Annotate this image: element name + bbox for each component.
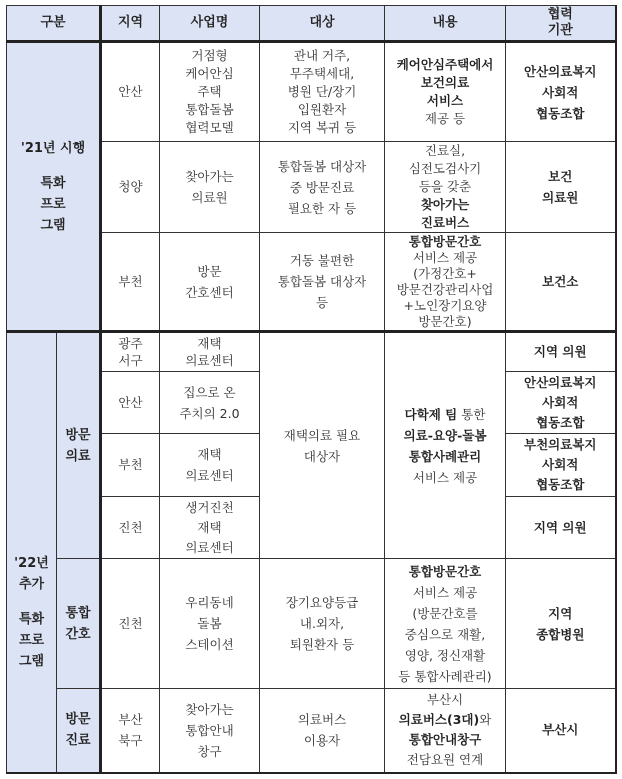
program-table xyxy=(6,5,617,774)
partner-cell: 보건소 xyxy=(506,233,616,332)
header-row xyxy=(7,6,616,42)
project-cell: 거점형 케어안심 주택 통합돌봄 협력모델 xyxy=(160,42,260,142)
project-cell: 방문 간호센터 xyxy=(160,233,260,332)
category-2021: '21년 시행 특화 프로 그램 xyxy=(7,42,101,332)
region-cell: 진천 xyxy=(101,497,160,559)
project-cell: 재택 의료센터 xyxy=(160,332,260,372)
region-cell: 부천 xyxy=(101,233,160,332)
target-cell: 장기요양등급 내.외자, 퇴원환자 등 xyxy=(260,559,385,689)
project-cell: 생거진천 재택 의료센터 xyxy=(160,497,260,559)
target-cell: 관내 거주, 무주택세대, 병원 단/장기 입원환자 지역 복귀 등 xyxy=(260,42,385,142)
table-row xyxy=(7,332,616,372)
header-content: 내용 xyxy=(385,6,506,42)
partner-cell: 지역 의원 xyxy=(506,332,616,372)
region-cell: 안산 xyxy=(101,372,160,434)
partner-cell: 안산의료복지 사회적 협동조합 xyxy=(506,42,616,142)
partner-cell: 지역 종합병원 xyxy=(506,559,616,689)
project-cell: 찾아가는 의료원 xyxy=(160,142,260,233)
subcategory-integrated-nursing: 통합 간호 xyxy=(57,559,101,689)
header-partner: 협력 기관 xyxy=(506,6,616,42)
region-cell: 진천 xyxy=(101,559,160,689)
table-row xyxy=(7,42,616,142)
project-cell: 재택 의료센터 xyxy=(160,434,260,497)
target-cell: 의료버스 이용자 xyxy=(260,689,385,773)
content-cell: 다학제 팀 통한 의료-요양-돌봄 통합사례관리 서비스 제공 xyxy=(385,332,506,559)
project-cell: 집으로 온 주치의 2.0 xyxy=(160,372,260,434)
header-project: 사업명 xyxy=(160,6,260,42)
target-cell: 거동 불편한 통합돌봄 대상자 등 xyxy=(260,233,385,332)
region-cell: 청양 xyxy=(101,142,160,233)
region-cell: 안산 xyxy=(101,42,160,142)
content-cell: 부산시 의료버스(3대)와 통합안내창구 전담요원 연계 xyxy=(385,689,506,773)
content-cell: 케어안심주택에서 보건의료 서비스 제공 등 xyxy=(385,42,506,142)
header-region: 지역 xyxy=(101,6,160,42)
content-cell: 통합방문간호 서비스 제공 (방문간호를 중심으로 재활, 영양, 정신재활 등 통합사례관리) xyxy=(385,559,506,689)
partner-cell: 지역 의원 xyxy=(506,497,616,559)
subcategory-visit-medical: 방문 의료 xyxy=(57,332,101,559)
content-cell: 통합방문간호 서비스 제공 (가정간호+ 방문건강관리사업 +노인장기요양 방문간호) xyxy=(385,233,506,332)
table-row xyxy=(7,559,616,689)
target-cell: 재택의료 필요 대상자 xyxy=(260,332,385,559)
project-cell: 찾아가는 통합안내 창구 xyxy=(160,689,260,773)
subcategory-visit-care: 방문 진료 xyxy=(57,689,101,773)
region-cell: 광주 서구 xyxy=(101,332,160,372)
category-2022: '22년 추가 특화 프로 그램 xyxy=(7,332,57,773)
partner-cell: 부천의료복지 사회적 협동조합 xyxy=(506,434,616,497)
project-cell: 우리동네 돌봄 스테이션 xyxy=(160,559,260,689)
target-cell: 통합돌봄 대상자 중 방문진료 필요한 자 등 xyxy=(260,142,385,233)
partner-cell: 안산의료복지 사회적 협동조합 xyxy=(506,372,616,434)
region-cell: 부산 북구 xyxy=(101,689,160,773)
table-row xyxy=(7,689,616,773)
header-category: 구분 xyxy=(7,6,101,42)
partner-cell: 부산시 xyxy=(506,689,616,773)
region-cell: 부천 xyxy=(101,434,160,497)
header-target: 대상 xyxy=(260,6,385,42)
partner-cell: 보건 의료원 xyxy=(506,142,616,233)
content-cell: 진료실, 심전도검사기 등을 갖춘 찾아가는 진료버스 xyxy=(385,142,506,233)
